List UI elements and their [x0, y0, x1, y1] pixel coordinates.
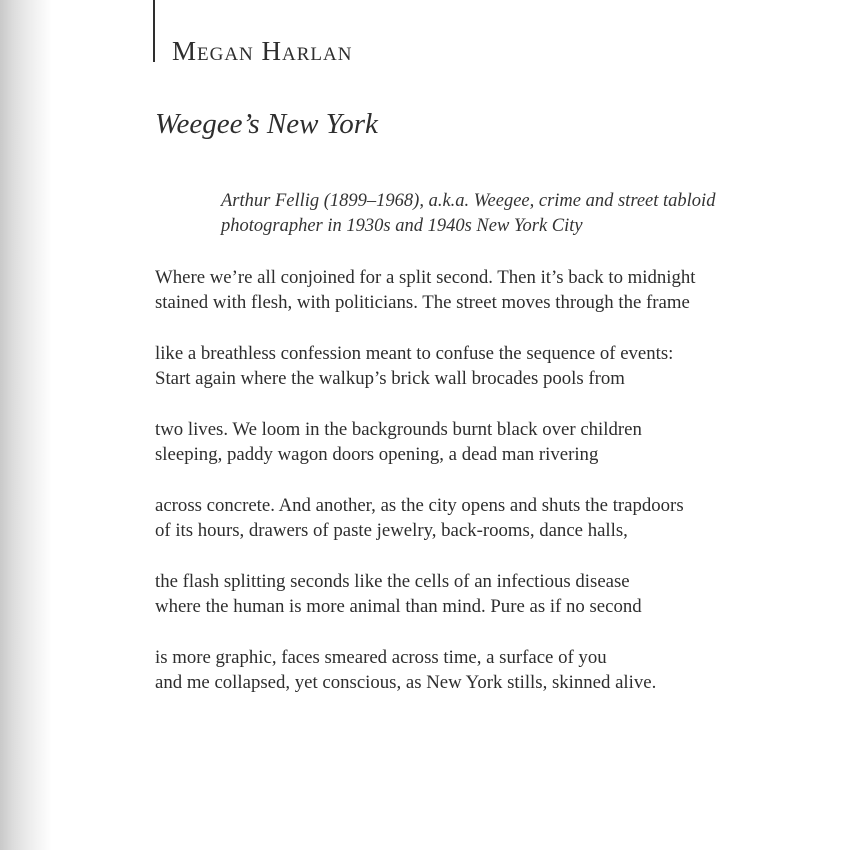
header-rule — [153, 0, 155, 62]
poem-line: is more graphic, faces smeared across time, a surface of you — [155, 647, 607, 668]
poem-line: two lives. We loom in the backgrounds burnt black over children — [155, 419, 642, 440]
stanza — [155, 569, 795, 619]
poem-line: Start again where the walkup’s brick wall brocades pools from — [155, 368, 625, 389]
poem-line: and me collapsed, yet conscious, as New York stills, skinned alive. — [155, 672, 657, 693]
stanza — [155, 265, 795, 315]
poem-line: of its hours, drawers of paste jewelry, back-rooms, dance halls, — [155, 520, 628, 541]
poem-line: stained with flesh, with politicians. The street moves through the frame — [155, 292, 690, 313]
poem-line: like a breathless confession meant to confuse the sequence of events: — [155, 343, 674, 364]
epigraph — [221, 189, 781, 238]
poem-title: Weegee’s New York — [155, 108, 378, 140]
poem-line: Where we’re all conjoined for a split second. Then it’s back to midnight — [155, 267, 696, 288]
poem-body — [155, 265, 795, 721]
stanza — [155, 645, 795, 695]
stanza — [155, 417, 795, 467]
poem-line: where the human is more animal than mind. Pure as if no second — [155, 596, 642, 617]
poem-line: the flash splitting seconds like the cells of an infectious disease — [155, 571, 630, 592]
stanza — [155, 493, 795, 543]
poem-line: across concrete. And another, as the city opens and shuts the trapdoors — [155, 495, 684, 516]
epigraph-line: photographer in 1930s and 1940s New York City — [221, 215, 583, 236]
author-name: Megan Harlan — [172, 36, 353, 66]
stanza — [155, 341, 795, 391]
page-spine-shadow — [0, 0, 52, 850]
poem-line: sleeping, paddy wagon doors opening, a dead man rivering — [155, 444, 599, 465]
epigraph-line: Arthur Fellig (1899–1968), a.k.a. Weegee, crime and street tabloid — [221, 191, 716, 211]
